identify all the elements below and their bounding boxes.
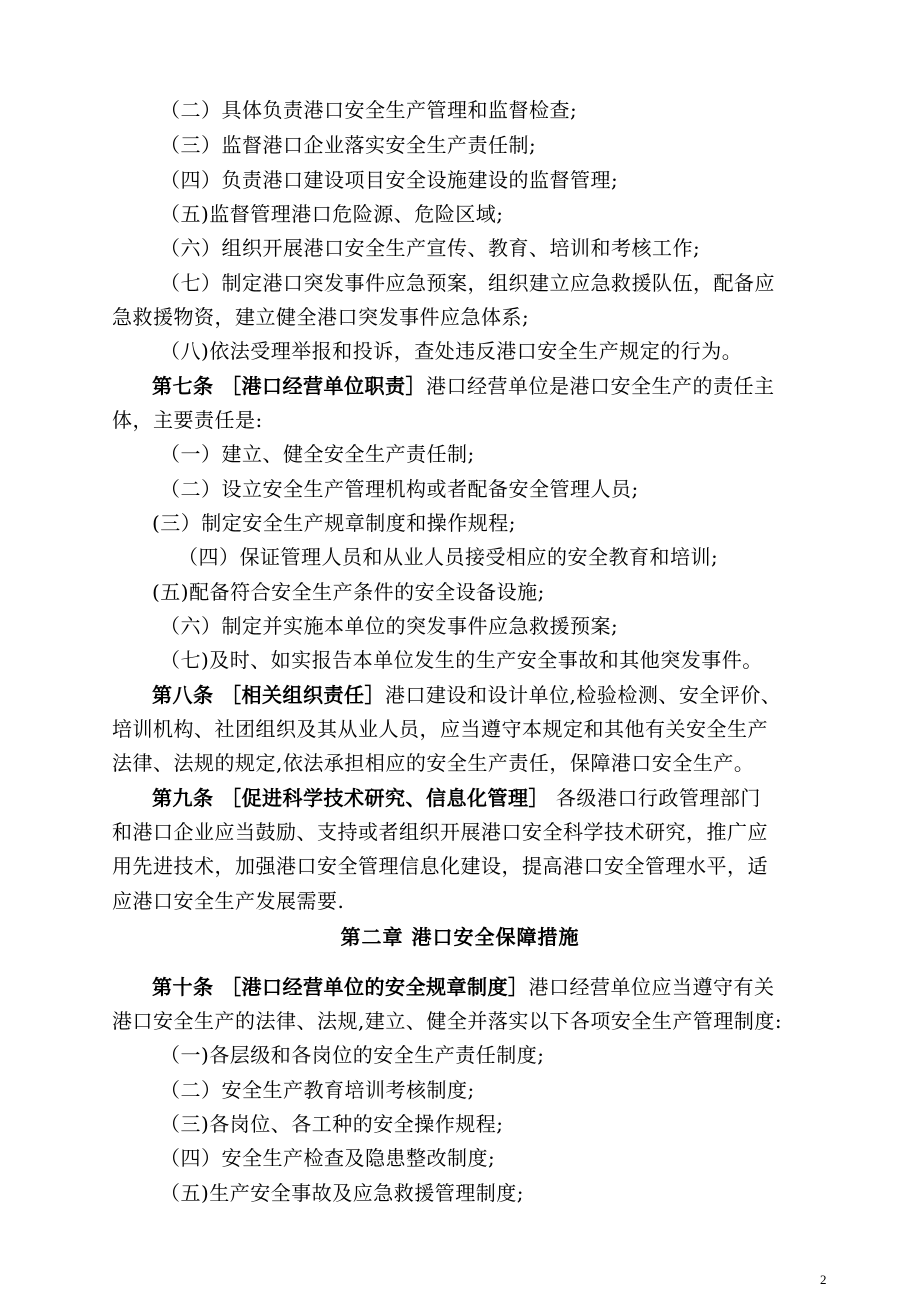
list-item-2-7-cont: 急救援物资，建立健全港口突发事件应急体系;: [112, 305, 530, 329]
article-7-text: 港口经营单位是港口安全生产的责任主: [425, 374, 775, 398]
list-item-2-2: （二）具体负责港口安全生产管理和监督检查;: [160, 98, 578, 122]
list-item-7-6: （六）制定并实施本单位的突发事件应急救援预案;: [160, 614, 619, 638]
article-8-first-line: [152, 681, 781, 709]
list-item-7-3: (三）制定安全生产规章制度和操作规程;: [152, 511, 517, 535]
article-7-cont: 体，主要责任是:: [112, 408, 263, 432]
list-item-2-5: （五)监督管理港口危险源、危险区域;: [160, 202, 504, 226]
article-9-cont-2: 用先进技术，加强港口安全管理信息化建设，提高港口安全管理水平，适: [112, 854, 768, 878]
article-7-first-line: [152, 372, 774, 400]
list-item-2-3: （三）监督港口企业落实安全生产责任制;: [160, 133, 537, 157]
article-8-title: 第八条 ［相关组织责任］: [152, 683, 385, 707]
article-10-text: 港口经营单位应当遵守有关: [528, 975, 775, 999]
article-8-cont-2: 法律、法规的规定,依法承担相应的安全生产责任，保障港口安全生产。: [112, 751, 755, 775]
list-item-7-2: （二）设立安全生产管理机构或者配备安全管理人员;: [160, 477, 639, 501]
article-9-cont-3: 应港口安全生产发展需要.: [112, 889, 345, 913]
list-item-7-1: （一）建立、健全安全生产责任制;: [160, 442, 475, 466]
list-item-10-1: （一)各层级和各岗位的安全生产责任制度;: [160, 1043, 545, 1067]
list-item-10-5: （五)生产安全事故及应急救援管理制度;: [160, 1181, 525, 1205]
article-10-cont: 港口安全生产的法律、法规,建立、健全并落实以下各项安全生产管理制度:: [112, 1009, 783, 1033]
article-7-title: 第七条 ［港口经营单位职责］: [152, 374, 426, 398]
chapter-2-heading: 第二章 港口安全保障措施: [340, 925, 580, 949]
article-10-first-line: [152, 973, 774, 1001]
article-9-title: 第九条 ［促进科学技术研究、信息化管理］: [152, 786, 549, 810]
list-item-10-4: （四）安全生产检查及隐患整改制度;: [160, 1146, 496, 1170]
list-item-2-7: （七）制定港口突发事件应急预案，组织建立应急救援队伍，配备应: [160, 271, 775, 295]
article-9-first-line: [152, 784, 761, 812]
list-item-7-5: (五)配备符合安全生产条件的安全设备设施;: [152, 580, 545, 604]
page-number: 2: [820, 1272, 827, 1287]
article-9-text: 各级港口行政管理部门: [548, 786, 761, 810]
article-9-cont-1: 和港口企业应当鼓励、支持或者组织开展港口安全科学技术研究，推广应: [112, 820, 768, 844]
article-8-text: 港口建设和设计单位,检验检测、安全评价、: [384, 683, 782, 707]
list-item-2-6: （六）组织开展港口安全生产宣传、教育、培训和考核工作;: [160, 236, 701, 260]
list-item-10-3: （三)各岗位、各工种的安全操作规程;: [160, 1112, 504, 1136]
list-item-2-8: （八)依法受理举报和投诉，查处违反港口安全生产规定的行为。: [160, 339, 743, 363]
article-10-title: 第十条 ［港口经营单位的安全规章制度］: [152, 975, 529, 999]
article-8-cont-1: 培训机构、社团组织及其从业人员，应当遵守本规定和其他有关安全生产: [112, 717, 768, 741]
list-item-2-4: （四）负责港口建设项目安全设施建设的监督管理;: [160, 168, 619, 192]
list-item-10-2: （二）安全生产教育培训考核制度;: [160, 1078, 475, 1102]
list-item-7-4: （四）保证管理人员和从业人员接受相应的安全教育和培训;: [178, 545, 719, 569]
list-item-7-7: （七)及时、如实报告本单位发生的生产安全事故和其他突发事件。: [160, 648, 763, 672]
